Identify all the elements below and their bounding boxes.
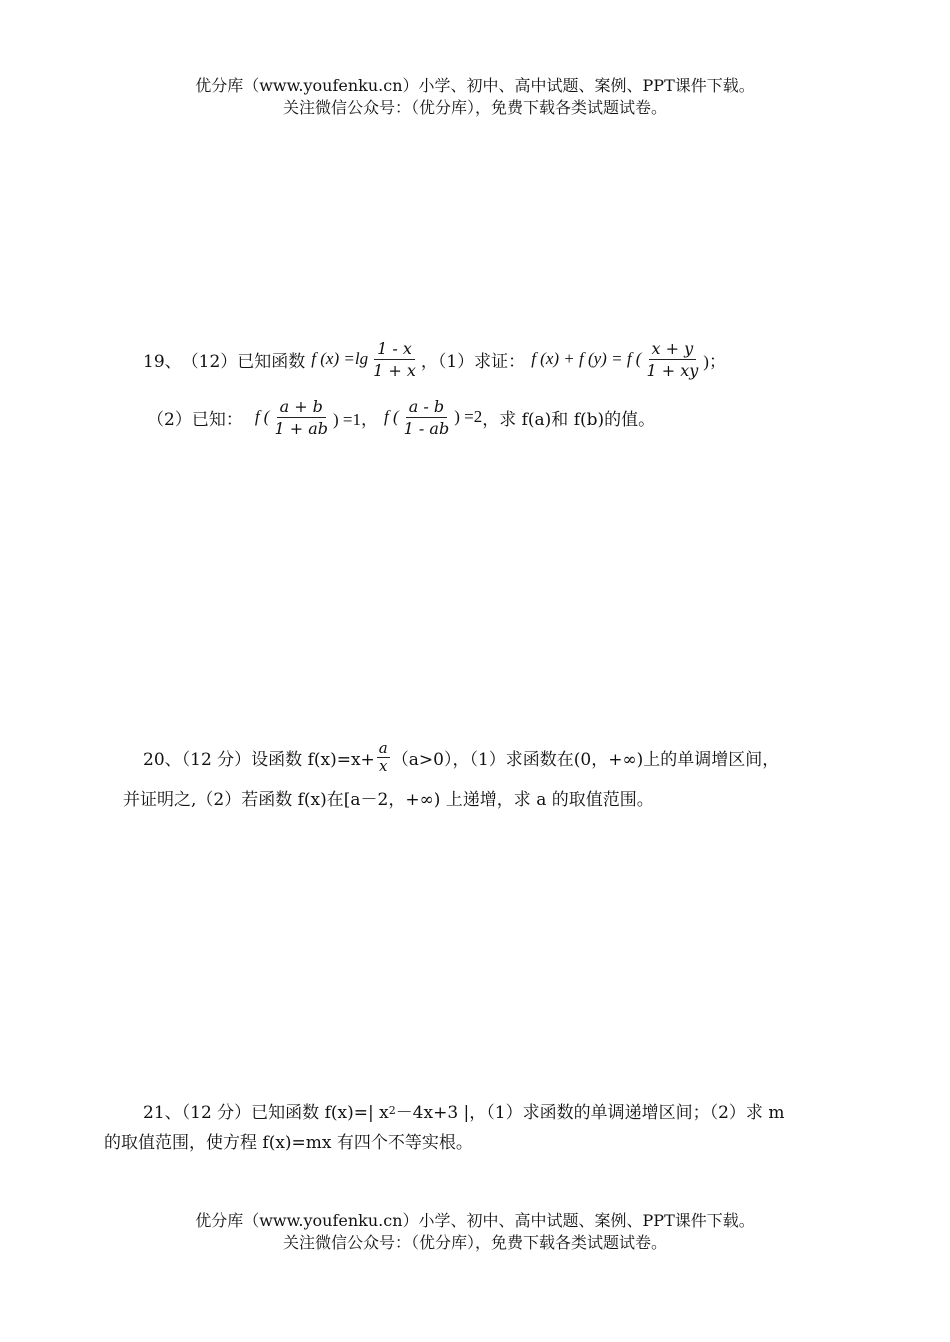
q19-part-2: （2）已知： (147, 409, 243, 430)
q20-lead: 20、（12 分）设函数 f(x)=x+ (143, 749, 375, 770)
q19-fraction-3-den: 1 + ab (274, 418, 329, 438)
header-line-2: 关注微信公众号：（优分库），免费下载各类试题试卷。 (282, 98, 667, 117)
footer-line-2: 关注微信公众号：（优分库），免费下载各类试题试卷。 (282, 1233, 667, 1252)
q19-fraction-2-num: x + y (649, 339, 697, 360)
q20-rest-1: （a>0），（1）求函数在(0，+∞)上的单调增区间， (391, 749, 780, 770)
q19-cond-2-post: ) =2 (454, 407, 483, 426)
footer-line-1: 优分库（www.youfenku.cn）小学、初中、高中试题、案例、PPT课件下载。 (195, 1211, 755, 1230)
q19-score: （12）已知函数 (181, 351, 306, 372)
q19-fraction-4-num: a - b (406, 397, 447, 418)
q21-line-1 (143, 1099, 784, 1121)
q19-fraction-3-num: a + b (277, 397, 326, 418)
q21-rest-1: －4x+3 |，（1）求函数的单调递增区间；（2）求 m (395, 1102, 785, 1123)
q19-fraction-4 (401, 397, 453, 438)
q19-part-1: ，（1）求证： (420, 351, 526, 372)
q19-cond-1-post: ) =1， (333, 409, 379, 429)
q20-fraction (377, 740, 390, 775)
q20-line-2: 并证明之,（2）若函数 f(x)在[a－2，+∞) 上递增，求 a 的取值范围。 (123, 789, 654, 810)
q20-fraction-den: x (379, 756, 388, 775)
q19-fraction-4-den: 1 - ab (403, 418, 450, 438)
q19-line-2 (147, 390, 655, 444)
q19-function-lhs: f (x) =lg (311, 349, 369, 368)
q21-line-2: 的取值范围，使方程 f(x)=mx 有四个不等实根。 (104, 1132, 473, 1153)
q19-identity-lhs: f (x) + f (y) = f ( (531, 349, 642, 368)
q21-lead: 21、（12 分）已知函数 f(x)=| x (143, 1102, 389, 1123)
q19-fraction-3 (271, 397, 331, 438)
q19-number: 19、 (143, 351, 182, 372)
q19-cond-1-pre: f ( (254, 407, 270, 426)
q19-ask: ，求 f(a)和 f(b)的值。 (482, 409, 656, 430)
q19-fraction-1-num: 1 - x (374, 339, 415, 360)
q19-fraction-1-den: 1 + x (373, 360, 416, 380)
q19-cond-2-pre: f ( (384, 407, 399, 426)
q19-fraction-2 (643, 339, 701, 380)
q20-fraction-num: a (378, 738, 388, 757)
q19-fraction-1 (370, 339, 419, 380)
q20-line-1 (143, 734, 779, 780)
header-line-1: 优分库（www.youfenku.cn）小学、初中、高中试题、案例、PPT课件下载。 (195, 76, 755, 95)
q19-identity-tail: )； (703, 351, 726, 371)
q19-fraction-2-den: 1 + xy (646, 360, 699, 380)
q19-line-1 (143, 332, 726, 386)
q21-superscript: 2 (388, 1103, 396, 1117)
